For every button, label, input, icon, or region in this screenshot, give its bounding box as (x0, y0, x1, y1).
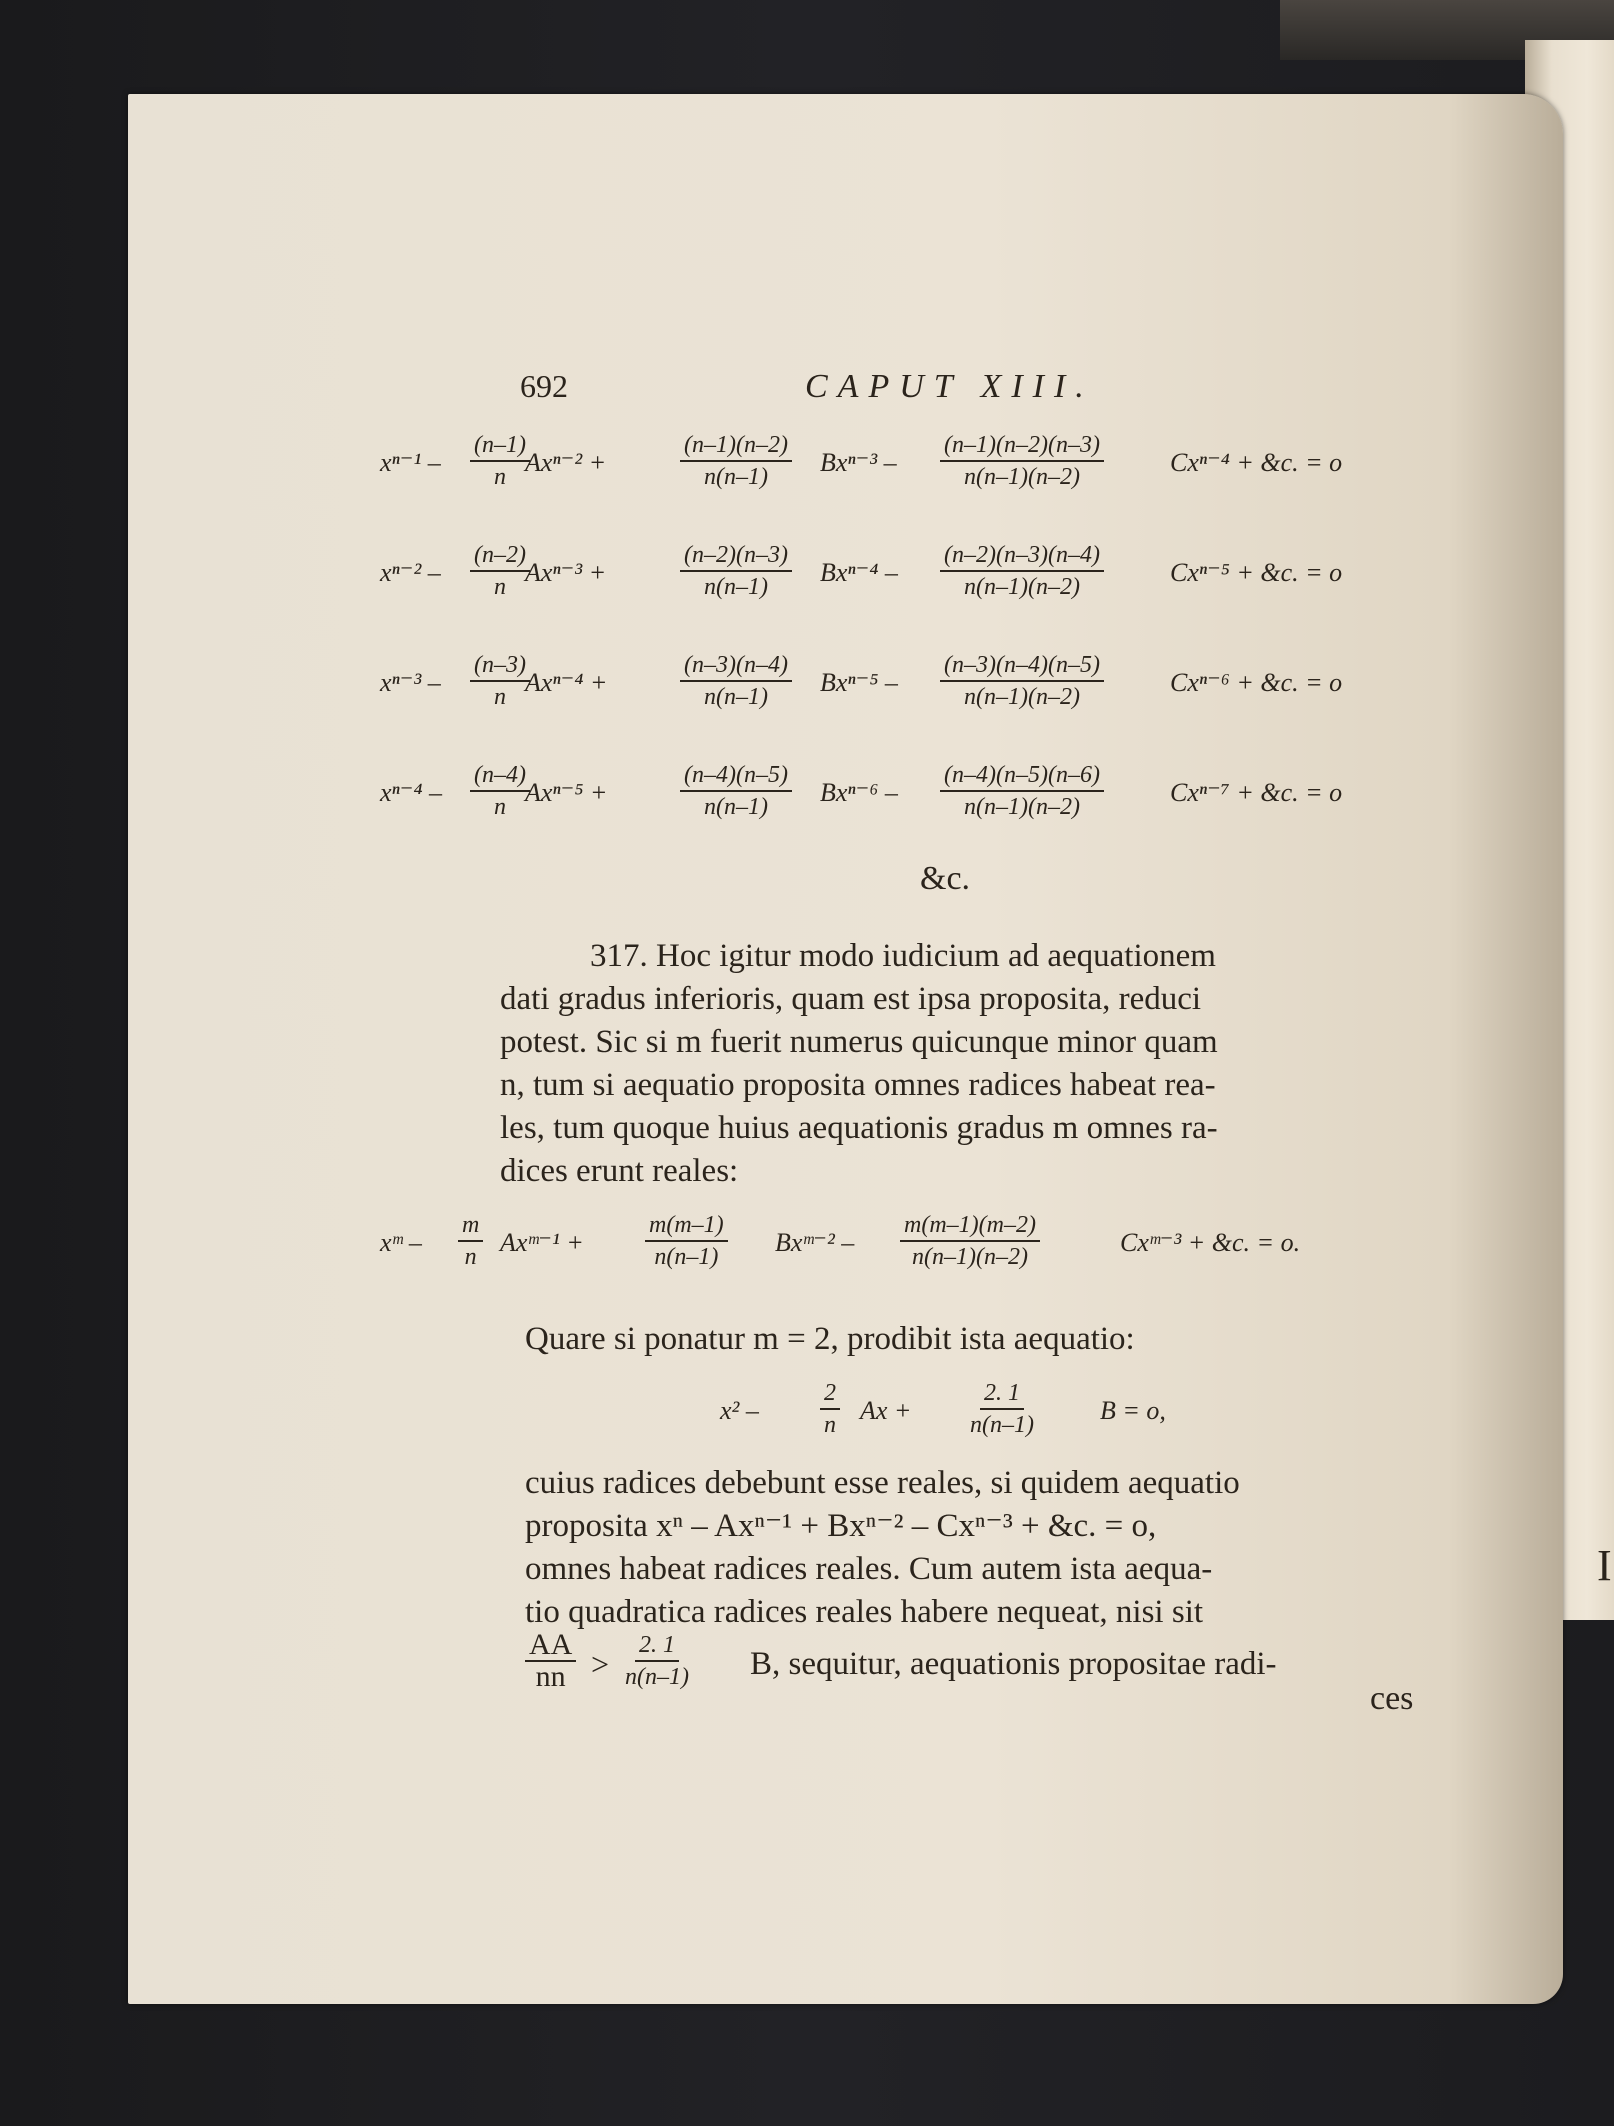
denominator: n(n–1)(n–2) (963, 684, 1080, 710)
text-line: Quare si ponatur m = 2, prodibit ista aequatio: (525, 1321, 1135, 1357)
fraction (820, 1378, 840, 1440)
denominator: n (824, 1412, 836, 1438)
numerator: (n–4)(n–5)(n–6) (940, 760, 1104, 792)
numerator: (n–1) (470, 430, 530, 462)
equation-line (380, 430, 1530, 510)
equation-line (380, 540, 1530, 620)
eq-term: Axⁿ⁻⁴ + (525, 668, 608, 697)
numerator: m(m–1)(m–2) (900, 1210, 1040, 1242)
fraction (645, 1210, 728, 1272)
fraction (680, 760, 792, 822)
catchword: ces (1370, 1680, 1414, 1717)
eq-term: Axⁿ⁻⁵ + (525, 778, 608, 807)
eq-term: Bxⁿ⁻⁴ – (820, 558, 898, 587)
denominator: n(n–1)(n–2) (963, 464, 1080, 490)
text-line: B, sequitur, aequationis propositae radi- (750, 1646, 1277, 1682)
equation-line (380, 650, 1530, 730)
denominator: n(n–1)(n–2) (912, 1244, 1028, 1270)
eq-term: Ax + (860, 1396, 912, 1425)
eq-term: xⁿ⁻⁴ – (380, 778, 442, 807)
page-header (520, 368, 1170, 412)
denominator: n(n–1) (625, 1664, 689, 1690)
text-line: dices erunt reales: (500, 1153, 739, 1189)
fraction (900, 1210, 1040, 1272)
running-head: CAPUT XIII. (805, 368, 1094, 405)
text-line: 317. Hoc igitur modo iudicium ad aequationem (590, 938, 1216, 974)
eq-term: x² – (720, 1396, 759, 1425)
eq-term: xⁿ⁻¹ – (380, 448, 441, 477)
text-line: omnes habeat radices reales. Cum autem ista aequa- (525, 1551, 1213, 1587)
eq-term: Bxᵐ⁻² – (775, 1228, 855, 1257)
fraction (470, 430, 530, 492)
numerator: 2. 1 (635, 1630, 679, 1662)
etc-mark: &c. (920, 860, 971, 897)
fraction (625, 1630, 689, 1692)
fraction (940, 650, 1104, 712)
paragraph-2 (525, 1462, 1425, 1634)
numerator: (n–3)(n–4) (680, 650, 792, 682)
fraction (940, 760, 1104, 822)
fraction (680, 540, 792, 602)
numerator: (n–1)(n–2) (680, 430, 792, 462)
text-line: les, tum quoque huius aequationis gradus m omnes ra- (500, 1110, 1218, 1146)
denominator: n(n–1) (703, 574, 768, 600)
numerator: (n–4) (470, 760, 530, 792)
relation-sign: > (591, 1646, 610, 1682)
denominator: nn (535, 1660, 566, 1693)
numerator: 2 (820, 1378, 840, 1410)
denominator: n (493, 464, 506, 490)
denominator: n (493, 684, 506, 710)
text-line: cuius radices debebunt esse reales, si quidem aequatio (525, 1465, 1240, 1501)
numerator: m(m–1) (645, 1210, 728, 1242)
eq-term: xⁿ⁻³ – (380, 668, 441, 697)
denominator: n(n–1) (703, 464, 768, 490)
numerator: (n–3) (470, 650, 530, 682)
equation-m (380, 1210, 1530, 1290)
eq-term: Bxⁿ⁻⁵ – (820, 668, 898, 697)
numerator: (n–3)(n–4)(n–5) (940, 650, 1104, 682)
text-line: tio quadratica radices reales habere nequeat, nisi sit (525, 1594, 1204, 1630)
equation-line (380, 760, 1530, 840)
text-line: potest. Sic si m fuerit numerus quicunque minor quam (500, 1024, 1218, 1060)
fraction (970, 1378, 1034, 1440)
eq-term: Axⁿ⁻² + (525, 448, 607, 477)
text-line: proposita xⁿ – Axⁿ⁻¹ + Bxⁿ⁻² – Cxⁿ⁻³ + &c. = o, (525, 1508, 1157, 1544)
text-line: dati gradus inferioris, quam est ipsa proposita, reduci (500, 981, 1202, 1017)
numerator: 2. 1 (980, 1378, 1024, 1410)
denominator: n(n–1) (970, 1412, 1034, 1438)
eq-term: Cxⁿ⁻⁴ + &c. = o (1170, 448, 1343, 477)
fraction (680, 650, 792, 712)
numerator: (n–2) (470, 540, 530, 572)
fraction (525, 1630, 576, 1692)
eq-term: Bxⁿ⁻⁶ – (820, 778, 898, 807)
numerator: (n–2)(n–3)(n–4) (940, 540, 1104, 572)
denominator: n(n–1)(n–2) (963, 574, 1080, 600)
fraction (458, 1210, 483, 1272)
eq-term: Bxⁿ⁻³ – (820, 448, 897, 477)
fraction (470, 540, 530, 602)
numerator: AA (525, 1630, 576, 1662)
eq-term: Axᵐ⁻¹ + (500, 1228, 584, 1257)
numerator: (n–2)(n–3) (680, 540, 792, 572)
denominator: n (493, 574, 506, 600)
fraction (940, 540, 1104, 602)
eq-term: Cxⁿ⁻⁶ + &c. = o (1170, 668, 1343, 697)
quare-line (525, 1318, 1425, 1361)
last-line (525, 1630, 1425, 1710)
eq-term: xⁿ⁻² – (380, 558, 441, 587)
eq-term: Cxⁿ⁻⁷ + &c. = o (1170, 778, 1343, 807)
fraction (470, 650, 530, 712)
numerator: (n–4)(n–5) (680, 760, 792, 792)
fraction (680, 430, 792, 492)
page-number: 692 (520, 368, 568, 404)
facing-page-mark: I (1597, 1541, 1612, 1590)
eq-term: Cxᵐ⁻³ + &c. = o. (1120, 1228, 1301, 1257)
denominator: n(n–1) (703, 794, 768, 820)
denominator: n (464, 1244, 477, 1270)
fraction (940, 430, 1104, 492)
paragraph-317 (500, 935, 1400, 1193)
text-line: n, tum si aequatio proposita omnes radices habeat rea- (500, 1067, 1216, 1103)
eq-term: xᵐ – (380, 1228, 422, 1257)
fraction (470, 760, 530, 822)
numerator: m (458, 1210, 483, 1242)
denominator: n (493, 794, 506, 820)
equation-quadratic (720, 1378, 1280, 1458)
eq-term: B = o, (1100, 1396, 1166, 1425)
denominator: n(n–1)(n–2) (963, 794, 1080, 820)
numerator: (n–1)(n–2)(n–3) (940, 430, 1104, 462)
eq-term: Axⁿ⁻³ + (525, 558, 607, 587)
denominator: n(n–1) (703, 684, 768, 710)
denominator: n(n–1) (654, 1244, 719, 1270)
eq-term: Cxⁿ⁻⁵ + &c. = o (1170, 558, 1343, 587)
